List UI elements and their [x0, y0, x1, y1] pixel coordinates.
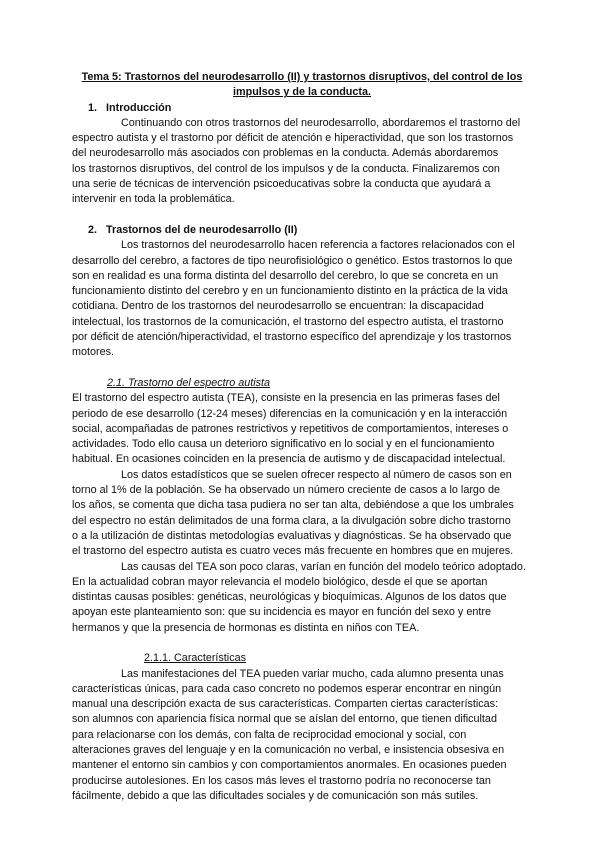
subsection-caracteristicas-paragraph [72, 667, 532, 805]
text-line: El trastorno del espectro autista (TEA), consiste en la presencia en las primeras fases del [72, 392, 500, 405]
section-number: 2. [88, 223, 98, 236]
text-line: Las causas del TEA son poco claras, varían en función del modelo teórico adoptado. [121, 560, 526, 573]
document-title-line-2: impulsos y de la conducta. [233, 86, 371, 99]
section-introduccion-paragraph [72, 116, 532, 208]
text-line: son en realidad es una forma distinta del desarrollo del cerebro, lo que se concreta en un [72, 269, 499, 282]
document-page [72, 70, 532, 804]
text-line: habitual. En ocasiones coinciden en la presencia de autismo y de discapacidad intelectual. [72, 453, 506, 466]
text-line: Las manifestaciones del TEA pueden variar mucho, cada alumno presenta unas [121, 667, 504, 680]
text-line: desarrollo del cerebro, a factores de tipo neurofisiológico o genético. Estos trastornos lo que [72, 254, 513, 267]
subsection-heading-tea: 2.1. Trastorno del espectro autista [107, 376, 271, 389]
text-line: del espectro no están delimitados de una forma clara, a la divulgación sobre dicho trastorno [72, 514, 511, 527]
text-line: espectro autista y el trastorno por déficit de atención e hiperactividad, que son los trastornos [72, 132, 514, 145]
text-line: Los datos estadísticos que se suelen ofrecer respecto al número de casos son en [121, 468, 512, 481]
section-heading-text: Introducción [106, 101, 172, 114]
text-line: características únicas, para cada caso concreto no podemos esperar encontrar en ningún [72, 682, 502, 695]
blank-line [72, 636, 532, 651]
blank-line [72, 361, 532, 376]
blank-line [72, 208, 532, 223]
text-line: periodo de ese desarrollo (12-24 meses) diferencias en la comunicación y en la interacción [72, 407, 508, 420]
text-line: motores. [72, 346, 115, 359]
section-trastornos-paragraph [72, 238, 532, 360]
text-line: mantener el entorno sin cambios y con comportamientos anormales. En ocasiones pueden [72, 759, 507, 772]
text-line: los años, se comenta que dicha tasa pudiera no ser tan alta, debiéndose a que los umbrales [72, 499, 514, 512]
text-line: Continuando con otros trastornos del neurodesarrollo, abordaremos el trastorno del [121, 116, 521, 129]
text-line: para relacionarse con los demás, con falta de reciprocidad emocional y social, con [72, 728, 467, 741]
text-line: actividades. Todo ello causa un deterioro significativo en lo social y en el funcionamiento [72, 438, 495, 451]
text-line: En la actualidad cobran mayor relevancia el modelo biológico, desde el que se aportan [72, 575, 488, 588]
text-line: producirse autolesiones. En los casos más leves el trastorno podría no reconocerse tan [72, 774, 491, 787]
text-line: los trastornos disruptivos, del control de los impulsos y de la conducta. Finalizaremos con [72, 162, 500, 175]
text-line: social, acompañadas de patrones restrictivos y repetitivos de comportamientos, intereses o [72, 422, 509, 435]
text-line: hermanos y que la presencia de hormonas es distinta en niños con TEA. [72, 621, 420, 634]
text-line: o a la utilización de distintas metodologías evaluativas y diagnósticas. Se ha observado que [72, 529, 512, 542]
text-line: una serie de técnicas de intervención psicoeducativas sobre la conducta que ayudará a [72, 178, 491, 191]
document-title-line-1: Tema 5: Trastornos del neurodesarrollo (II) y trastornos disruptivos, del control de los [81, 71, 523, 83]
text-line: funcionamiento distinto del cerebro y en un funcionamiento distinto en la práctica de la vida [72, 285, 508, 298]
text-line: por déficit de atención/hiperactividad, el trastorno específico del aprendizaje y los trastornos [72, 331, 512, 344]
section-heading-introduccion [72, 101, 532, 116]
text-line: son alumnos con apariencia física normal que se aíslan del entorno, que tienen dificultad [72, 713, 497, 726]
text-line: intervenir en toda la problemática. [72, 193, 235, 206]
text-line: distintas causas posibles: genéticas, neurológicas y bioquímicas. Algunos de los datos que [72, 591, 507, 604]
text-line: apoyan este planteamiento son: que su incidencia es mayor en función del sexo y entre [72, 606, 491, 619]
text-line: manual una descripción exacta de sus características. Comparten ciertas características: [72, 698, 499, 711]
text-line: el trastorno del espectro autista es cuatro veces más frecuente en hombres que en mujeres. [72, 545, 514, 558]
text-line: del neurodesarrollo más asociados con problemas en la conducta. Además abordaremos [72, 147, 499, 160]
text-line: alteraciones graves del lenguaje y en la comunicación no verbal, e insistencia obsesiva en [72, 744, 505, 757]
text-line: cotidiana. Dentro de los trastornos del neurodesarrollo se encuentran: la discapacidad [72, 300, 484, 313]
section-heading-trastornos [72, 223, 532, 238]
text-line: Los trastornos del neurodesarrollo hacen referencia a factores relacionados con el [121, 239, 515, 252]
text-line: torno al 1% de la población. Se ha observado un número creciente de casos a lo largo de [72, 484, 500, 497]
text-line: intelectual, los trastornos de la comunicación, el trastorno del espectro autista, el trastorno [72, 315, 504, 328]
text-line: fácilmente, debido a que las dificultades sociales y de comunicación son más sutiles. [72, 789, 479, 802]
subsection-heading-caracteristicas: 2.1.1. Características [144, 652, 247, 665]
subsection-tea-paragraphs [72, 391, 532, 636]
section-number: 1. [88, 101, 98, 114]
section-heading-text: Trastornos del de neurodesarrollo (II) [106, 223, 298, 236]
